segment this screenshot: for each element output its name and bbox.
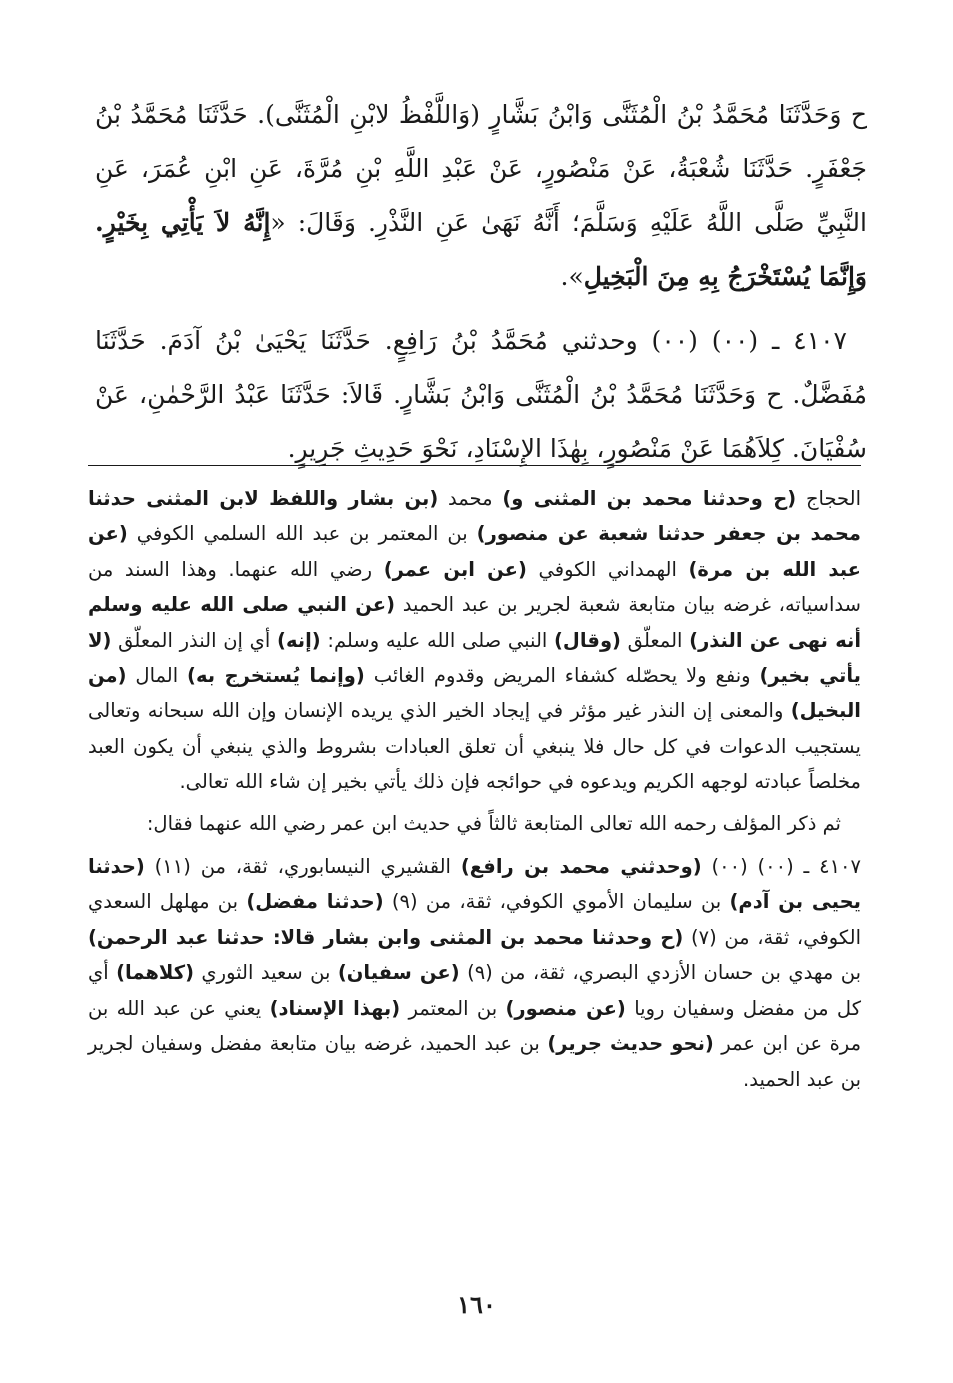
commentary-plain-segment: ٤١٠٧ ـ (٠٠) (٠٠) (701, 855, 861, 879)
commentary-bold-segment: (بهذا الإسناد) (269, 996, 401, 1020)
commentary-bold-segment: (وحدثني محمد بن رافع) (460, 855, 702, 879)
commentary-plain-segment: يعني عن عبد الله بن مرة عن ابن عمر (88, 996, 862, 1056)
commentary-plain-segment: النبي صلى الله عليه وسلم: (320, 628, 555, 652)
commentary-plain-segment: بن سليمان الأموي الكوفي، ثقة، من (٩) (383, 890, 730, 914)
commentary-plain-segment: ونفع ولا يحصّله كشفاء المريض وقدوم الغائب (364, 664, 760, 688)
page-number: ١٦٠ (457, 1290, 496, 1319)
commentary-bold-segment: (وقال) (554, 628, 621, 652)
hadith-text-plain: ح وَحَدَّثَنَا مُحَمَّدُ بْنُ الْمُثَنَّى وَابْنُ بَشَّارٍ (وَاللَّفْظُ لابْنِ الْمُثَنَّى). حَدَّثَنَا مُحَمَّدُ بْنُ جَعْفَرٍ. حَدَّثَنَا شُعْبَةُ، عَنْ مَنْصُورٍ، عَنْ عَبْدِ اللَّهِ بْنِ مُرَّةَ، عَنِ ابْنِ عُمَرَ، عَنِ النَّبِيِّ صَلَّى اللَّهُ عَلَيْهِ وَسَلَّمَ؛ أَنَّهُ نَهَىٰ عَنِ النَّذْرِ. وَقَالَ: « (95, 100, 867, 237)
commentary-paragraph (88, 849, 861, 1097)
commentary-bold-segment: (عن عبد الله بن مرة) (88, 522, 861, 581)
commentary-plain-segment: الحجاج (796, 487, 862, 510)
commentary-plain-segment: والمعنى إن النذر غير مؤثر في إيجاد الخير الذي يريده الإنسان وإن الله سبحانه وتعالى يستجيب الدعوات في كل حال فلا ينبغي أن تعلق العبادات بشروط والذي ينبغي أن يكون العبد مخلصاً عبادته لوجهه الكريم ويدعوه في حوائجه فإن ذلك يأتي بخير إن شاء الله تعالى. (88, 699, 861, 794)
commentary-plain-segment: أي كل من مفضل وسفيان رويا (88, 961, 861, 1020)
commentary-text (88, 481, 861, 1097)
commentary-bold-segment: (عن منصور) (505, 996, 626, 1020)
commentary-bold-segment: (ح وحدثنا محمد بن المثنى وابن بشار قالا: حدثنا عبد الرحمن) (88, 925, 684, 949)
commentary-plain-segment: المال (126, 664, 188, 688)
hadith-paragraph: ٤١٠٧ ـ (٠٠) (٠٠) وحدثني مُحَمَّدُ بْنُ رَافِعٍ. حَدَّثَنَا يَحْيَىٰ بْنُ آدَمَ. حَدَّثَنَا مُفَضَّلٌ. ح وَحَدَّثَنَا مُحَمَّدُ بْنُ الْمُثَنَّى وَابْنُ بَشَّارٍ. قَالاَ: حَدَّثَنَا عَبْدُ الرَّحْمٰنِ، عَنْ سُفْيَانَ. كِلاَهُمَا عَنْ مَنْصُورٍ، بِهٰذَا الإِسْنَادِ، نَحْوَ حَدِيثِ جَرِيرٍ. (95, 326, 867, 463)
hadith-text (95, 88, 867, 476)
commentary-plain-segment: محمد (438, 487, 503, 510)
commentary-bold-segment: (كلاهما) (116, 961, 194, 985)
commentary-bold-segment: (وإنما يُستخرج به) (187, 664, 365, 688)
commentary-bold-segment: (لا يأتي بخير) (88, 628, 861, 688)
commentary-paragraph (88, 481, 861, 800)
commentary-bold-segment: (ح وحدثنا محمد بن المثنى و) (502, 487, 797, 510)
commentary-paragraph: ثم ذكر المؤلف رحمه الله تعالى المتابعة ثالثاً في حديث ابن عمر رضي الله عنهما فقال: (146, 811, 841, 835)
commentary-bold-segment: (عن سفيان) (337, 961, 460, 985)
commentary-bold-segment: (بن بشار واللفظ لابن المثنى حدثنا محمد بن جعفر حدثنا شعبة عن منصور) (88, 487, 861, 546)
commentary-plain-segment: القشيري النيسابوري، ثقة، من (١١) (144, 855, 461, 879)
commentary-plain-segment: بن سعيد الثوري (194, 961, 338, 985)
commentary-bold-segment: (عن النبي صلى الله عليه وسلم أنه نهى عن النذر) (88, 593, 862, 652)
footnote-divider (88, 465, 861, 466)
commentary-bold-segment: (إنه) (277, 628, 321, 652)
commentary-bold-segment: (حدثنا مفضل) (246, 890, 384, 914)
hadith-text-plain: ». (560, 262, 584, 291)
commentary-bold-segment: (حدثنا يحيى بن آدم) (88, 855, 861, 914)
commentary-plain-segment: بن مهلهل السعدي الكوفي، ثقة، من (٧) (88, 890, 861, 949)
commentary-bold-segment: (نحو حديث جرير) (547, 1032, 714, 1056)
commentary-plain-segment: بن المعتمر (400, 996, 506, 1020)
commentary-plain-segment: رضي الله عنهما. وهذا السند من سداسياته، غرضه بيان متابعة شعبة لجرير بن عبد الحميد (88, 557, 861, 617)
hadith-text-bold: إِنَّهُ لاَ يَأْتِي بِخَيْرٍ. وَإِنَّمَا يُسْتَخْرَجُ بِهِ مِنَ الْبَخِيلِ (95, 208, 867, 291)
commentary-bold-segment: (من البخيل) (88, 664, 861, 723)
commentary-plain-segment: أي إن النذر المعلّق (111, 628, 278, 652)
commentary-plain-segment: بن عبد الحميد، غرضه بيان متابعة مفضل وسفيان لجرير بن عبد الحميد. (88, 1032, 861, 1091)
commentary-plain-segment: المعلّق (620, 628, 690, 652)
commentary-plain-segment: بن مهدي بن حسان الأزدي البصري، ثقة، من (٩) (459, 961, 861, 985)
hadith-paragraph (95, 88, 867, 304)
commentary-bold-segment: (عن ابن عمر) (383, 557, 527, 581)
commentary-plain-segment: الهمداني الكوفي (526, 557, 689, 581)
commentary-plain-segment: بن المعتمر بن عبد الله السلمي الكوفي (127, 522, 477, 546)
